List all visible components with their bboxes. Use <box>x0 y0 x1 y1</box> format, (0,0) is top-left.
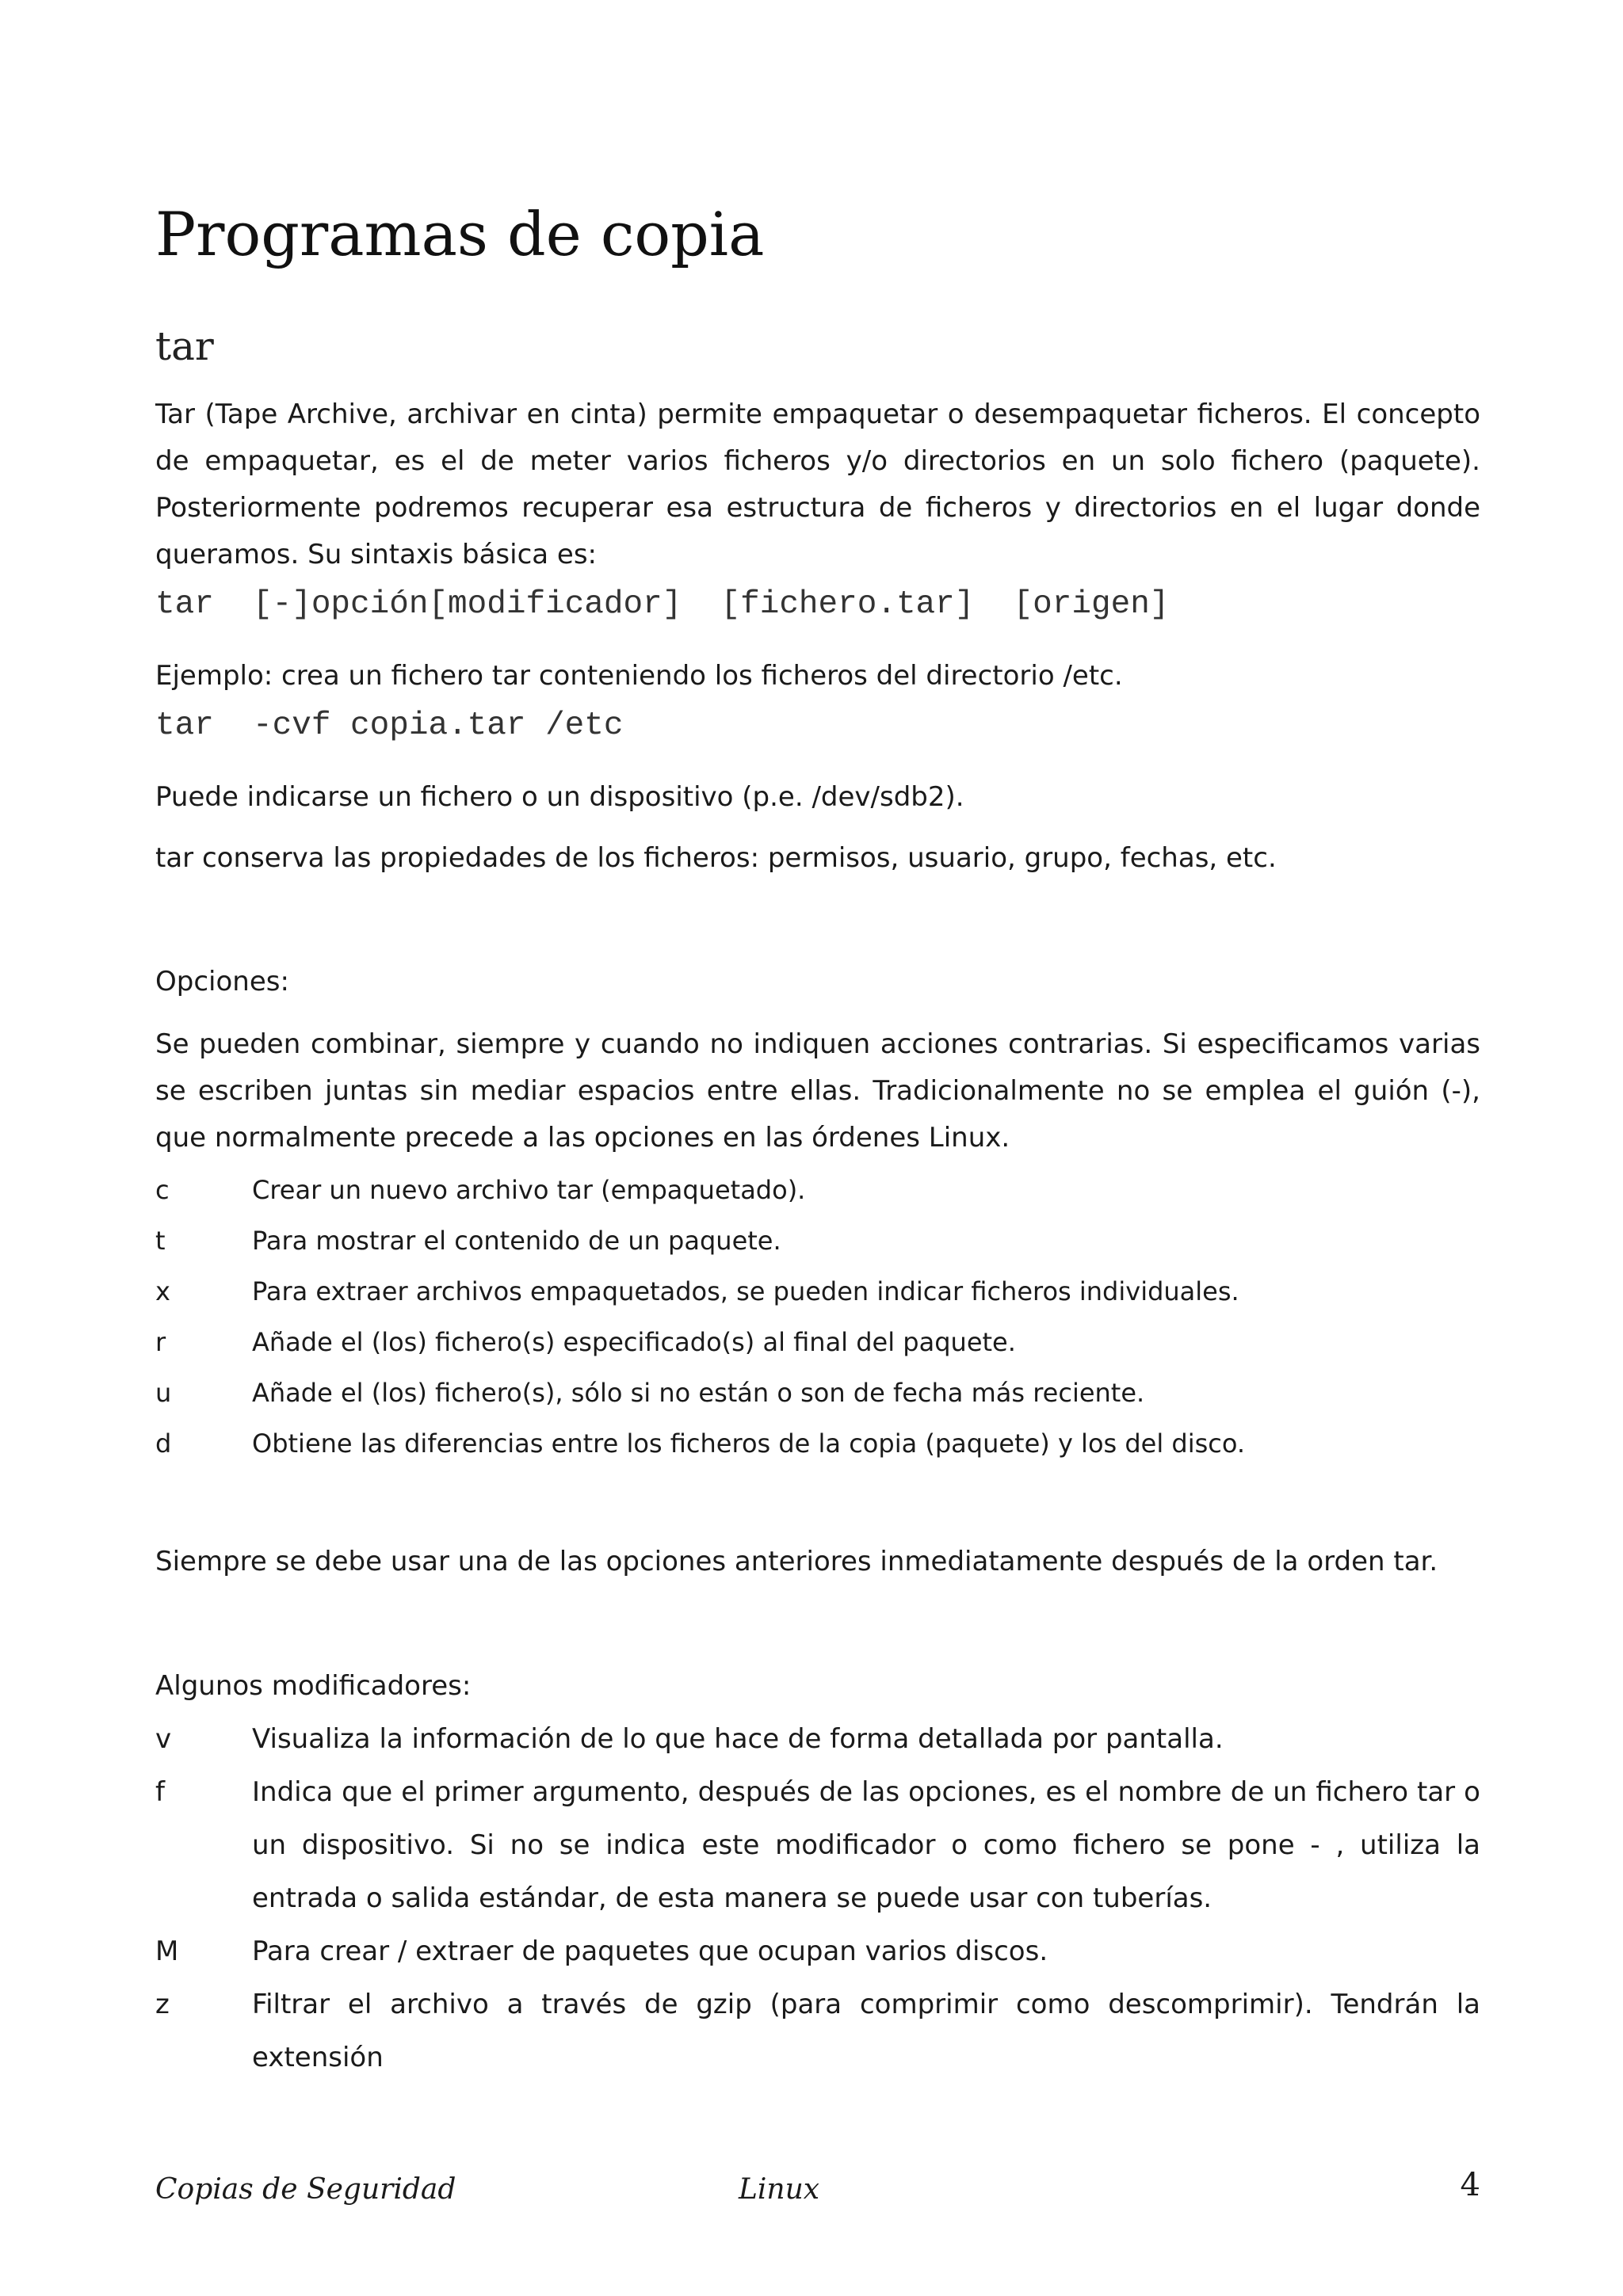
options-title: Opciones: <box>155 966 289 997</box>
footer-subject: Linux <box>739 2173 820 2206</box>
option-item <box>155 1266 1480 1317</box>
modifier-item <box>155 1925 1480 1978</box>
option-key: c <box>155 1175 170 1205</box>
syntax-code: tar [-]opción[modificador] [fichero.tar] [origen] <box>155 586 1170 623</box>
option-text: Para extraer archivos empaquetados, se pueden indicar ficheros individuales. <box>252 1276 1239 1306</box>
modifier-item <box>155 1978 1480 2084</box>
properties-note: tar conserva las propiedades de los ficheros: permisos, usuario, grupo, fechas, etc. <box>155 842 1277 874</box>
option-item <box>155 1367 1480 1418</box>
page-footer <box>155 2167 1480 2214</box>
option-item <box>155 1418 1480 1469</box>
section-title-tar: tar <box>155 323 214 369</box>
example-code: tar -cvf copia.tar /etc <box>155 707 624 744</box>
option-item <box>155 1317 1480 1367</box>
option-key: u <box>155 1378 172 1408</box>
modifier-key: M <box>155 1936 179 1967</box>
page-title: Programas de copia <box>155 199 765 269</box>
page-number: 4 <box>1460 2167 1480 2203</box>
device-note: Puede indicarse un fichero o un dispositivo (p.e. /dev/sdb2). <box>155 781 964 813</box>
modifier-key: z <box>155 1989 170 2020</box>
option-text: Añade el (los) fichero(s) especificado(s) al final del paquete. <box>252 1327 1016 1357</box>
option-key: r <box>155 1327 166 1357</box>
modifier-key: f <box>155 1776 165 1808</box>
modifier-key: v <box>155 1723 172 1755</box>
option-key: t <box>155 1226 166 1256</box>
options-intro: Se pueden combinar, siempre y cuando no indiquen acciones contrarias. Si especificamos varias se escriben juntas sin mediar espacios entre ellas. Tradicionalmente no se emplea el guión (-), que normalmente precede a las opciones en las órdenes Linux. <box>155 1028 1480 1154</box>
modifier-text: Para crear / extraer de paquetes que ocupan varios discos. <box>252 1936 1048 1967</box>
option-key: x <box>155 1276 170 1306</box>
modifier-item <box>155 1766 1480 1925</box>
option-key: d <box>155 1428 172 1459</box>
option-text: Obtiene las diferencias entre los ficheros de la copia (paquete) y los del disco. <box>252 1428 1246 1459</box>
modifier-text: Indica que el primer argumento, después de las opciones, es el nombre de un fichero tar o un dispositivo. Si no se indica este modificador o como fichero se pone - , utiliza la entrada o salida estándar, de esta manera se puede usar con tuberías. <box>252 1776 1480 1914</box>
modifier-item <box>155 1713 1480 1766</box>
option-item <box>155 1165 1480 1215</box>
options-list <box>155 1165 1480 1469</box>
option-text: Crear un nuevo archivo tar (empaquetado). <box>252 1175 806 1205</box>
modifiers-list <box>155 1713 1480 2084</box>
example-label: Ejemplo: crea un fichero tar conteniendo los ficheros del directorio /etc. <box>155 660 1123 692</box>
option-text: Añade el (los) fichero(s), sólo si no están o son de fecha más reciente. <box>252 1378 1145 1408</box>
modifiers-title: Algunos modificadores: <box>155 1670 472 1702</box>
option-text: Para mostrar el contenido de un paquete. <box>252 1226 781 1256</box>
modifier-text: Filtrar el archivo a través de gzip (para comprimir como descomprimir). Tendrán la extensión <box>252 1989 1480 2073</box>
page-content <box>155 196 1480 2084</box>
option-item <box>155 1215 1480 1266</box>
footer-title: Copias de Seguridad <box>155 2173 456 2206</box>
always-note: Siempre se debe usar una de las opciones anteriores inmediatamente después de la orden tar. <box>155 1546 1438 1577</box>
intro-paragraph: Tar (Tape Archive, archivar en cinta) permite empaquetar o desempaquetar ficheros. El concepto de empaquetar, es el de meter varios ficheros y/o directorios en un solo fichero (paquete). Posteriormente podremos recuperar esa estructura de ficheros y directorios en el lugar donde queramos. Su sintaxis básica es: <box>155 399 1480 570</box>
modifier-text: Visualiza la información de lo que hace de forma detallada por pantalla. <box>252 1723 1224 1755</box>
